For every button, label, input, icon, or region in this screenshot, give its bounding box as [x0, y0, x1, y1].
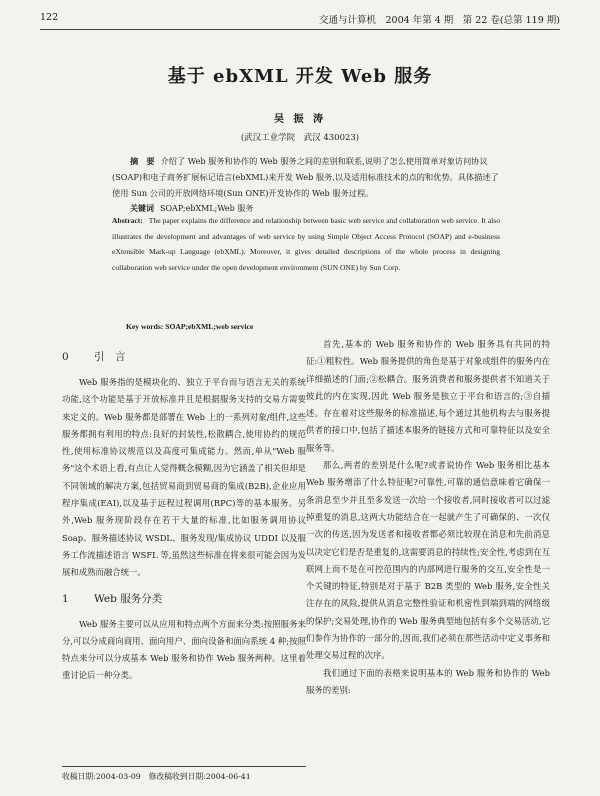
body-paragraph: 那么,两者的差别是什么呢?或者说协作 Web 服务相比基本 Web 服务增添了什么特征呢?可靠性,可靠的通信意味着它确保一条消息至少并且至多发送一次给一个接收者,同时接收者可以过滤掉重复的消息,这两大功能结合在一起就产生了可确保的、一次仅一次的传送,因为发送者和接收者都必须比较现在消息和先前消息以决定它们是否是重复的,这需要消息的持续性;安全性,考虑到在互联网上而不是在可控范围内的内部网进行服务的交互,安全性是一个关键的特征,特别是对于基于 B2B 类型的 Web 服务,安全性关注存在的风险,提供从消息完整性验证和机密性到端到端的网络级的保护;交易处理,协作的 Web 服务典型地包括有多个交易活动,它们参作为协作的一部分的,因而,我们必须在那些活动中定义事务和处理交易过程的次序。: [306, 460, 550, 661]
abstract-zh-text: 介绍了 Web 服务和协作的 Web 服务之间的差别和联系,说明了怎么使用简单对象访问协议(SOAP)和电子商务扩展标记语言(ebXML)来开发 Web 服务,以及适用标准技术的点的和优势。具体描述了使用 Sun 公司的开放网络环境(Sun ONE)开发协作的 Web 服务过程。: [112, 156, 499, 198]
keywords-zh-label: 关键词: [130, 203, 154, 213]
abstract-zh-label: 摘 要: [130, 156, 155, 166]
left-column: [62, 336, 306, 685]
section-number: 0: [62, 351, 69, 363]
section-title: 引 言: [94, 351, 126, 363]
received-date-footnote: 收稿日期:2004-03-09 修改稿收到日期:2004-06-41: [62, 766, 306, 782]
abstract-en-text: The paper explains the difference and relationship between basic web service and collaboration web service. It also illustrates the development and advantages of web service by using Simple Object Access Protocol (SOAP) and e-business eXtensible Mark-up Language (ebXML). Moreover, it gives detailed descriptions of the whole process in designing collaboration web service under the open development environment (SUN ONE) by Sun Corp.: [112, 216, 500, 272]
abstract-en: [112, 213, 500, 275]
body-paragraph: 我们通过下面的表格来说明基本的 Web 服务和协作的 Web 服务的差别:: [306, 667, 550, 695]
right-column: [306, 336, 550, 699]
body-paragraph: 首先,基本的 Web 服务和协作的 Web 服务具有共同的特征:①粗粒性。Web 服务提供的角色是基于对象或组件的服务内在详细描述的门面;②松耦合。服务消费者和服务提供者不知道关于彼此的内在实现,因此 Web 服务是独立于平台和语言的;③自描述。存在着对这些服务的标准描述,每个通过其他机构去与服务提供者的接口中,包括了描述本服务的链接方式和可靠特征以及安全服务等。: [306, 339, 550, 453]
section-number: 1: [62, 592, 69, 605]
author-name: 吴 振 涛: [274, 114, 326, 125]
intro-paragraph: Web 服务指的是模块化的、独立于平台而与语言无关的系统功能,这个功能是基于开放标准并且是根据服务支持的交易方需要来定义的。Web 服务都是部署在 Web 上的一系列对象/组件,这些服务都拥有利用的特点:良好的封装性,松散耦合,使用协约的规范性,使用标准协议规范以及高度可集成能力。然而,单从"Web 服务"这个术语上看,有点让人觉得概念模糊,因为它涵盖了相关但却是不同领域的解决方案,包括贸易商到贸易商的集成(B2B),企业应用程序集成(EAI),以及基于远程过程调用(RPC)等的基本服务。另外,Web 服务现阶段存在若干大量的标准,比如服务调用协议 Soap、服务描述协议 WSDL、服务发现/集成协议 UDDI 以及服务工作流描述语言 WSFL 等,虽然这些标准在将来很可能会因为发展和成熟而融合统一。: [62, 377, 306, 578]
paper-title: 基于 ebXML 开发 Web 服务: [167, 66, 433, 87]
keywords-en-label: Key words:: [126, 322, 164, 331]
keywords-zh-text: SOAP;ebXML;Web 服务: [160, 204, 254, 213]
section-heading-classification: [62, 584, 306, 614]
section-title: Web 服务分类: [94, 592, 163, 605]
keywords-en-text: SOAP;ebXML;web service: [165, 322, 254, 331]
abstract-en-label: Abstract:: [112, 216, 143, 225]
section-heading-intro: [62, 342, 306, 372]
abstract-zh: [112, 153, 500, 201]
page-number: 122: [40, 12, 59, 23]
running-header: [40, 12, 560, 30]
author-affiliation: (武汉工业学院 武汉 430023): [240, 133, 360, 143]
classification-paragraph: Web 服务主要可以从应用和特点两个方面来分类:按照服务来分,可以分成商向商用、面向用户、面向设备和面向系统 4 种;按照特点来分可以分成基本 Web 服务和协作 Web 服务两种。这里着重讨论后一种分类。: [62, 618, 306, 681]
keywords-en: [126, 320, 500, 334]
journal-info: 交通与计算机 2004 年第 4 期 第 22 卷(总第 119 期): [319, 15, 560, 26]
